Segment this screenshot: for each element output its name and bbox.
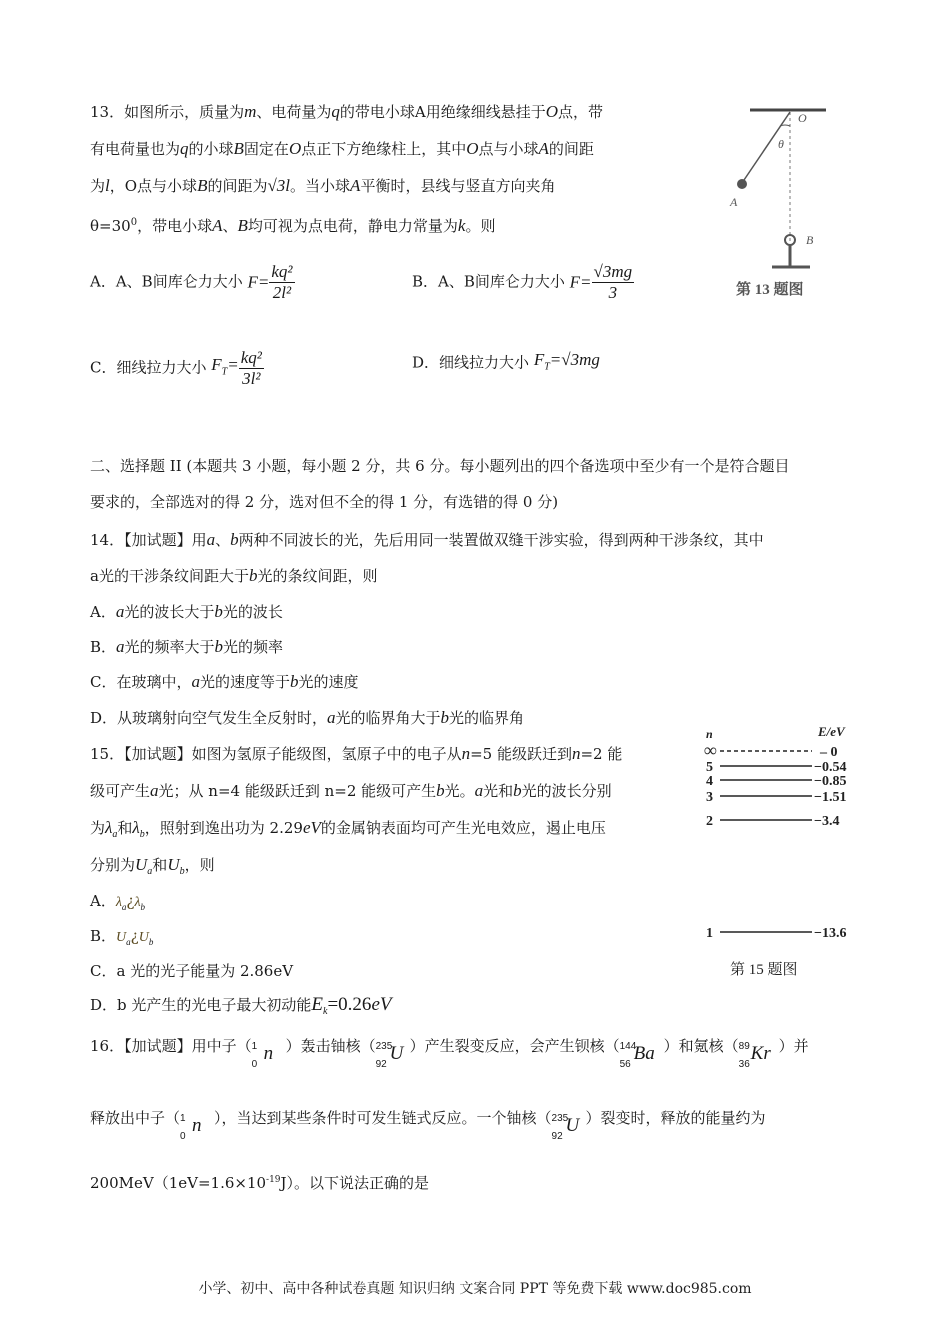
q14-line-1: 14．【加试题】用a、b两种不同波长的光，先后用同一装置做双缝干涉实验，得到两种干涉条纹，其中 <box>90 530 764 549</box>
level-energy-label: −0.85 <box>814 774 847 789</box>
krypton-symbol: 89 36 Kr <box>738 1041 771 1070</box>
fig-a-label: A <box>730 195 738 209</box>
q15-option-b: B．$U_a¿U_b$ <box>90 927 154 947</box>
q14-line-2: a光的干涉条纹间距大于b光的条纹间距，则 <box>90 566 378 585</box>
q15-option-d: D．b 光产生的光电子最大初动能$E_k=0.26eV$ <box>90 994 392 1017</box>
q13-option-d: D．细线拉力大小 $F_T=√3mg$ <box>412 350 600 373</box>
fig-b-label: B <box>806 233 814 247</box>
q13-figure-caption: 第 13 题图 <box>736 282 804 298</box>
q15-option-c: C．a 光的光子能量为 2.86eV <box>90 962 294 980</box>
q15-line-4: 分别为$U_a$和$U_b$，则 <box>90 855 215 877</box>
q16-line-2: 释放出中子（ 1 0 n ），当达到某些条件时可发生链式反应。一个铀核（ 235 92 U ）裂变时，释放的能量约为 <box>90 1102 766 1135</box>
q14-option-a: A．a光的波长大于b光的波长 <box>90 602 283 621</box>
level-n-label: 4 <box>706 774 713 789</box>
q13-line-1: 13．如图所示，质量为m、电荷量为q的带电小球A用绝缘细线悬挂于O点，带 <box>90 102 604 121</box>
level-n-label: ∞ <box>704 740 717 760</box>
neutron-symbol: 1 0 n <box>251 1041 274 1070</box>
barium-symbol: 144 56 Ba <box>619 1041 655 1070</box>
q15-line-3: 为$\lambda_a$和$\lambda_b$，照射到逸出功为 2.29eV的金属钠表面均可产生光电效应，遏止电压 <box>90 818 606 840</box>
page-footer: 小学、初中、高中各种试卷真题 知识归纳 文案合同 PPT 等免费下载 www.doc985.com <box>198 1281 752 1297</box>
uranium-symbol-2: 235 92 U <box>551 1113 580 1142</box>
q13-line-3: 为l，O点与小球B的间距为√3l。当小球A平衡时，县线与竖直方向夹角 <box>90 176 556 195</box>
section-2-heading-cont: 要求的，全部选对的得 2 分，选对但不全的得 1 分，有选错的得 0 分) <box>90 493 559 511</box>
level-n-label: 3 <box>706 790 713 805</box>
q15-figure-caption: 第 15 题图 <box>730 962 798 978</box>
fig-o-label: O <box>798 111 807 125</box>
diagram-n-label: n <box>706 727 713 741</box>
level-n-label: 1 <box>706 926 713 941</box>
q13-option-b: B．A、B间库仑力大小 F= $\frac{√3mg}{3}$ <box>412 262 633 302</box>
q14-option-c: C．在玻璃中，a光的速度等于b光的速度 <box>90 672 359 691</box>
level-energy-label: −3.4 <box>814 814 840 829</box>
q16-line-3: $200MeV(1eV=1.6\times 10^{-19}J)$。以下说法正确的是 <box>90 1174 430 1192</box>
q15-line-2: 级可产生a光；从 n=4 能级跃迁到 n=2 能级可产生b光。a光和b光的波长分别 <box>90 781 612 800</box>
q14-option-d: D．从玻璃射向空气发生全反射时，a光的临界角大于b光的临界角 <box>90 708 525 727</box>
neutron-symbol-2: 1 0 n <box>180 1113 202 1142</box>
diagram-energy-axis-label: E/eV <box>818 724 845 739</box>
q13-option-a: A．A、B间库仑力大小 F= $\frac{\text{kq²}}{\text{2l²}}$ <box>90 262 293 302</box>
q13-line-2: 有电荷量也为q的小球B固定在O点正下方绝缘柱上，其中O点与小球A的间距 <box>90 139 594 158</box>
q16-line-1: 16．【加试题】用中子（ 1 0 n ）轰击铀核（ 235 92 U ）产生裂变反应，会产生钡核（ 144 56 Ba ）和氪核（ 89 36 Kr ）并 <box>90 1030 809 1063</box>
q13-line-4: $\theta=30^0$，带电小球A、B均可视为点电荷，静电力常量为k。则 <box>90 216 496 235</box>
q15-option-a: A．$\lambda_a¿\lambda_b$ <box>90 892 146 912</box>
q13-option-c: C．细线拉力大小 $F_T=$ $\frac{\text{kq²}}{\text{3l²}}$ <box>90 348 262 388</box>
q13-pendulum-figure <box>722 96 834 306</box>
level-energy-label: −13.6 <box>814 926 847 941</box>
energy-level-diagram <box>700 724 870 1014</box>
level-n-label: 5 <box>706 760 713 775</box>
level-energy-label: −0.54 <box>814 760 847 775</box>
level-energy-label: – 0 <box>820 745 838 760</box>
uranium-symbol: 235 92 U <box>375 1041 404 1070</box>
section-2-heading: 二、选择题 II (本题共 3 小题，每小题 2 分，共 6 分。每小题列出的四个备选项中至少有一个是符合题目 <box>90 457 790 475</box>
q15-line-1: 15．【加试题】如图为氢原子能级图，氢原子中的电子从n=5 能级跃迁到n=2 能 <box>90 744 623 763</box>
fig-theta-label: θ <box>778 137 784 151</box>
level-energy-label: −1.51 <box>814 790 847 805</box>
level-n-label: 2 <box>706 814 713 829</box>
q14-option-b: B．a光的频率大于b光的频率 <box>90 637 284 656</box>
